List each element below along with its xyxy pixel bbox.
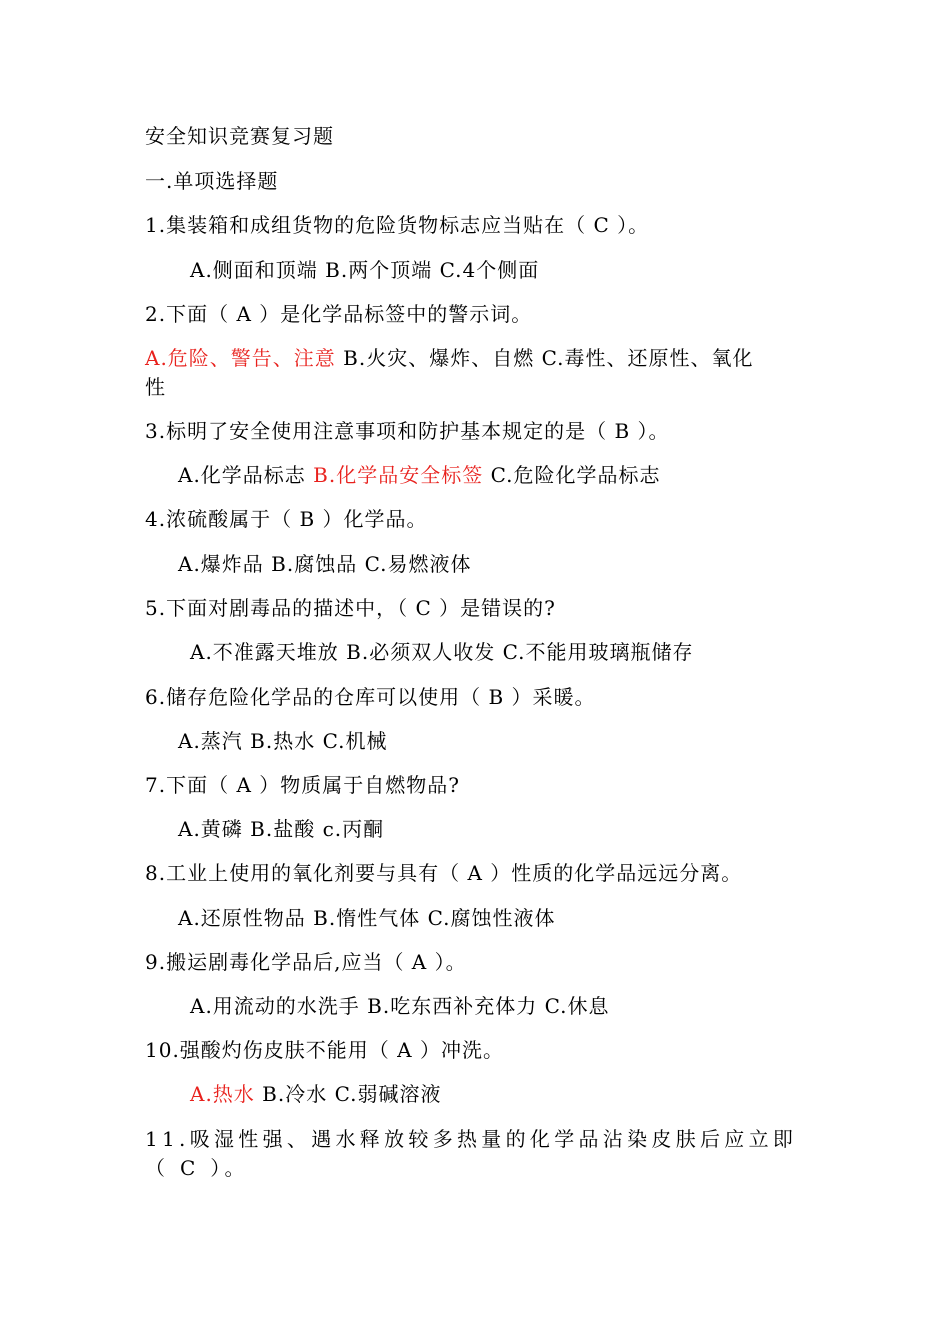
question-9-stem: 9.搬运剧毒化学品后,应当（ A ）。 <box>145 950 467 974</box>
question-2-answer-highlight: A.危险、警告、注意 <box>145 346 336 370</box>
question-10-options-rest: B.冷水 C.弱碱溶液 <box>254 1082 442 1106</box>
question-3-answer-highlight: B.化学品安全标签 <box>313 463 484 487</box>
question-3-options-after: C.危险化学品标志 <box>483 463 661 487</box>
question-4-options: A.爆炸品 B.腐蚀品 C.易燃液体 <box>178 552 472 576</box>
question-9-options: A.用流动的水洗手 B.吃东西补充体力 C.休息 <box>190 994 610 1018</box>
question-2-options-wrap: 性 <box>145 375 166 399</box>
question-5-options: A.不准露天堆放 B.必须双人收发 C.不能用玻璃瓶储存 <box>190 640 694 664</box>
question-1-stem: 1.集装箱和成组货物的危险货物标志应当贴在（ C ）。 <box>145 213 650 237</box>
question-3-options <box>178 463 661 487</box>
question-3-stem: 3.标明了安全使用注意事项和防护基本规定的是（ B ）。 <box>145 419 670 443</box>
question-10-options <box>190 1082 442 1106</box>
question-7-options: A.黄磷 B.盐酸 c.丙酮 <box>178 817 385 841</box>
question-11-stem-wrap: （ C ）。 <box>145 1156 249 1180</box>
question-10-answer-highlight: A.热水 <box>190 1082 255 1106</box>
question-2-stem: 2.下面（ A ）是化学品标签中的警示词。 <box>145 302 533 326</box>
question-7-stem: 7.下面（ A ）物质属于自燃物品? <box>145 773 460 797</box>
question-2-options-rest: B.火灾、爆炸、自燃 C.毒性、还原性、氧化 <box>335 346 754 370</box>
question-6-options: A.蒸汽 B.热水 C.机械 <box>178 729 388 753</box>
question-8-stem: 8.工业上使用的氧化剂要与具有（ A ）性质的化学品远远分离。 <box>145 861 743 885</box>
question-10-stem: 10.强酸灼伤皮肤不能用（ A ）冲洗。 <box>145 1038 504 1062</box>
question-3-options-before: A.化学品标志 <box>178 463 314 487</box>
question-4-stem: 4.浓硫酸属于（ B ）化学品。 <box>145 507 428 531</box>
section-heading: 一.单项选择题 <box>145 169 279 193</box>
document-title: 安全知识竞赛复习题 <box>145 124 334 148</box>
question-1-options: A.侧面和顶端 B.两个顶端 C.4个侧面 <box>190 258 540 282</box>
question-11-stem: 11.吸湿性强、遇水释放较多热量的化学品沾染皮肤后应立即 <box>145 1127 798 1151</box>
question-5-stem: 5.下面对剧毒品的描述中，（ C ）是错误的? <box>145 596 556 620</box>
question-6-stem: 6.储存危险化学品的仓库可以使用（ B ）采暖。 <box>145 685 596 709</box>
question-2-options <box>145 346 754 370</box>
question-8-options: A.还原性物品 B.惰性气体 C.腐蚀性液体 <box>178 906 556 930</box>
